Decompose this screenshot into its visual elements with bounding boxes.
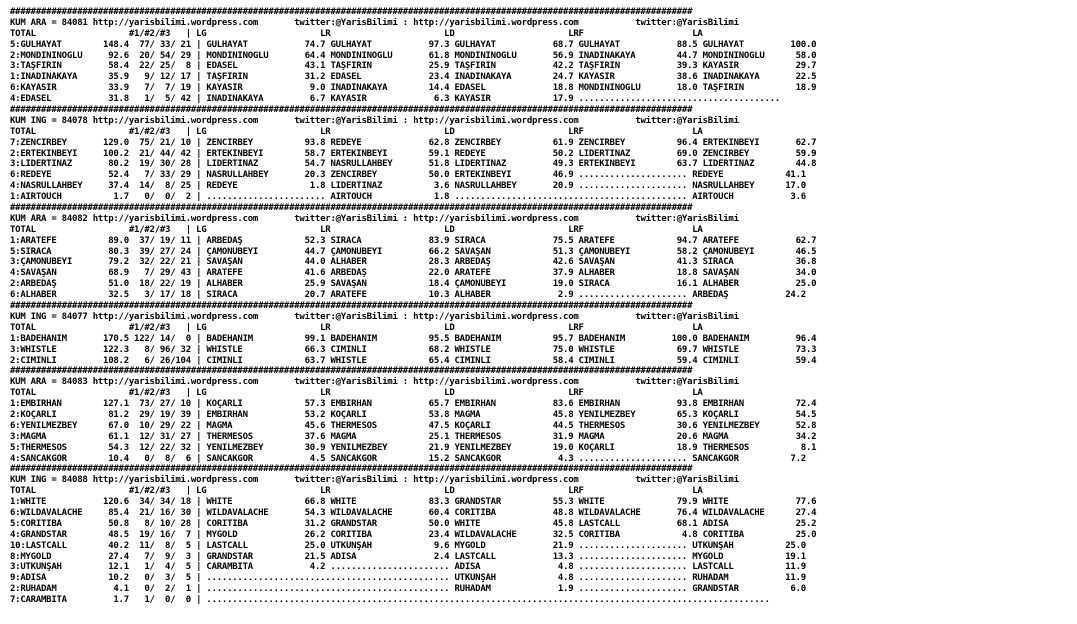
text-line: 5:GÜLHAYAT 148.4 77/ 33/ 21 | GÜLHAYAT 74.7 GÜLHAYAT 97.3 GÜLHAYAT 68.7 GÜLHAYAT 88.5 GÜLHAYAT 100.0 <box>10 39 817 50</box>
text-line: KUM ARA = 84081 http://yarisbilimi.wordpress.com twitter:@YarisBilimi : http://yarisbilimi.wordpress.com twitter:@YarisBilimi <box>10 17 739 28</box>
text-line: #################################################################################################################################### <box>10 203 693 214</box>
text-line: TOTAL #1/#2/#3 | LG LR LD LRF LA <box>10 28 703 39</box>
text-line: 3:ÇAMONÜBEYİ 79.2 32/ 22/ 21 | SAVAŞAN 44.0 ALHABER 28.3 ARBEDAŞ 42.6 SAVAŞAN 41.3 SIRACA 36.8 <box>10 257 817 268</box>
text-line: 3:MAGMA 61.1 12/ 31/ 27 | THERMESOS 37.6 MAGMA 25.1 THERMESOS 31.9 MAGMA 20.6 MAGMA 34.2 <box>10 431 817 442</box>
text-line: 1:ARATEFE 89.0 37/ 19/ 11 | ARBEDAŞ 52.3 SIRACA 83.9 SIRACA 75.5 ARATEFE 94.7 ARATEFE 62.7 <box>10 235 817 246</box>
text-line: 6:REDEYE 52.4 7/ 33/ 29 | NASRULLAHBEY 20.3 ZENCİRBEY 50.0 ERTEKİNBEYİ 46.9 ..................... REDEYE 41.1 <box>10 170 806 181</box>
text-line: 2:ARBEDAŞ 51.0 18/ 22/ 19 | ALHABER 25.9 SAVAŞAN 18.4 ÇAMONÜBEYİ 19.0 SIRACA 16.1 ALHABER 25.0 <box>10 279 817 290</box>
text-line: 6:KAYASIR 33.9 7/ 7/ 19 | KAYASIR 9.0 İNADINAKAYA 14.4 EDASEL 18.8 MONDİNİNOĞLU 18.0 TAŞFIRIN 18.9 <box>10 83 817 94</box>
text-line: KUM ARA = 84083 http://yarisbilimi.wordpress.com twitter:@YarisBilimi : http://yarisbilimi.wordpress.com twitter:@YarisBilimi <box>10 377 739 388</box>
text-line: KUM ING = 84088 http://yarisbilimi.wordpress.com twitter:@YarisBilimi : http://yarisbilimi.wordpress.com twitter:@YarisBilimi <box>10 475 739 486</box>
text-line: #################################################################################################################################### <box>10 464 693 475</box>
text-line: 2:CİMİNLİ 108.2 6/ 26/104 | CİMİNLİ 63.7 WHISTLE 65.4 CİMİNLİ 58.4 CİMİNLİ 59.4 CİMİNLİ 59.4 <box>10 355 817 366</box>
text-line: 1:BADEHANIM 170.5 122/ 14/ 0 | BADEHANIM 99.1 BADEHANIM 95.5 BADEHANIM 95.7 BADEHANIM 100.0 BADEHANIM 96.4 <box>10 333 817 344</box>
text-line: 2:ERTEKİNBEYİ 100.2 21/ 44/ 42 | ERTEKİNBEYİ 58.7 ERTEKİNBEYİ 59.1 REDEYE 50.2 LİDERTİNAZ 69.0 ZENCİRBEY 59.9 <box>10 148 817 159</box>
text-line: #################################################################################################################################### <box>10 105 693 116</box>
text-line: 1:EMBİRHAN 127.1 73/ 27/ 10 | KOÇARLI 57.3 EMBİRHAN 65.7 EMBİRHAN 83.6 EMBİRHAN 93.8 EMBİRHAN 72.4 <box>10 399 817 410</box>
text-line: 5:THERMESOS 54.3 12/ 22/ 32 | YENİLMEZBEY 30.9 YENİLMEZBEY 21.9 YENİLMEZBEY 19.0 KOÇARLI 18.9 THERMESOS 8.1 <box>10 442 817 453</box>
text-line: 4:GRANDSTAR 48.5 19/ 16/ 7 | MYGOLD 26.2 CORITIBA 23.4 WILDAVALACHE 32.5 CORITIBA 4.8 CORITIBA 25.0 <box>10 529 817 540</box>
text-line: KUM ING = 84077 http://yarisbilimi.wordpress.com twitter:@YarisBilimi : http://yarisbilimi.wordpress.com twitter:@YarisBilimi <box>10 311 739 322</box>
text-line: 4:EDASEL 31.8 1/ 5/ 42 | İNADINAKAYA 6.7 KAYASIR 6.3 KAYASIR 17.9 ....................................... <box>10 94 781 105</box>
text-line: 3:TAŞFIRIN 58.4 22/ 25/ 8 | EDASEL 43.1 TAŞFIRIN 25.9 TAŞFIRIN 42.2 TAŞFIRIN 39.3 KAYASIR 29.7 <box>10 61 817 72</box>
text-line: 4:SAVAŞAN 68.9 7/ 29/ 43 | ARATEFE 41.6 ARBEDAŞ 22.0 ARATEFE 37.9 ALHABER 18.8 SAVAŞAN 34.0 <box>10 268 817 279</box>
text-line: KUM ARA = 84082 http://yarisbilimi.wordpress.com twitter:@YarisBilimi : http://yarisbilimi.wordpress.com twitter:@YarisBilimi <box>10 213 739 224</box>
text-line: 4:NASRULLAHBEY 37.4 14/ 8/ 25 | REDEYE 1.8 LİDERTİNAZ 3.6 NASRULLAHBEY 20.9 ..................... NASRULLAHBEY 17.0 <box>10 181 806 192</box>
text-line: 4:SANCAKGÖR 10.4 0/ 8/ 6 | SANCAKGÖR 4.5 SANCAKGÖR 15.2 SANCAKGÖR 4.3 ..................... SANCAKGÖR 7.2 <box>10 453 806 464</box>
text-line: TOTAL #1/#2/#3 | LG LR LD LRF LA <box>10 486 703 497</box>
text-line: KUM ING = 84078 http://yarisbilimi.wordpress.com twitter:@YarisBilimi : http://yarisbilimi.wordpress.com twitter:@YarisBilimi <box>10 115 739 126</box>
text-line: 9:ADİSA 10.2 0/ 3/ 5 | ............................................... UTKUNŞAH 4.8 ..................... RUHADAM 11.9 <box>10 573 806 584</box>
text-line: TOTAL #1/#2/#3 | LG LR LD LRF LA <box>10 322 703 333</box>
text-line: 2:MONDİNİNOĞLU 92.6 20/ 54/ 29 | MONDİNİNOĞLU 64.4 MONDİNİNOĞLU 61.8 MONDİNİNOĞLU 56.9 İNADINAKAYA 44.7 MONDİNİNOĞLU 58.0 <box>10 50 817 61</box>
text-line: TOTAL #1/#2/#3 | LG LR LD LRF LA <box>10 224 703 235</box>
text-line: 1:WHITE 120.6 34/ 34/ 18 | WHITE 66.8 WHITE 83.3 GRANDSTAR 55.3 WHITE 79.9 WHITE 77.6 <box>10 497 817 508</box>
text-line: 1:İNADINAKAYA 35.9 9/ 12/ 17 | TAŞFIRIN 31.2 EDASEL 23.4 İNADINAKAYA 24.7 KAYASIR 38.6 İNADINAKAYA 22.5 <box>10 72 817 83</box>
text-line: TOTAL #1/#2/#3 | LG LR LD LRF LA <box>10 126 703 137</box>
text-line: 6:ALHABER 32.5 3/ 17/ 18 | SIRACA 20.7 ARATEFE 10.3 ALHABER 2.9 ..................... ARBEDAŞ 24.2 <box>10 290 806 301</box>
text-line: 6:YENİLMEZBEY 67.0 10/ 29/ 22 | MAGMA 45.6 THERMESOS 47.5 KOÇARLI 44.5 THERMESOS 30.6 YENİLMEZBEY 52.8 <box>10 420 817 431</box>
text-line: #################################################################################################################################### <box>10 7 693 17</box>
text-line: 5:SIRACA 80.3 39/ 27/ 24 | ÇAMONÜBEYİ 44.7 ÇAMONÜBEYİ 66.2 SAVAŞAN 51.3 ÇAMONÜBEYİ 58.2 ÇAMONÜBEYİ 46.5 <box>10 246 817 257</box>
text-line: 2:KOÇARLI 81.2 29/ 19/ 39 | EMBİRHAN 53.2 KOÇARLI 53.8 MAGMA 45.8 YENİLMEZBEY 65.3 KOÇARLI 54.5 <box>10 409 817 420</box>
text-line: 10:LASTCALL 40.2 11/ 8/ 5 | LASTCALL 25.0 UTKUNŞAH 9.6 MYGOLD 21.9 ..................... UTKUNŞAH 25.0 <box>10 540 806 551</box>
results-sheet <box>10 7 1072 606</box>
text-line: 3:WHISTLE 122.3 8/ 96/ 32 | WHISTLE 66.3 CİMİNLİ 68.2 WHISTLE 75.0 WHISTLE 69.7 WHISTLE 73.3 <box>10 344 817 355</box>
text-line: 7:ZENCİRBEY 129.0 75/ 21/ 10 | ZENCİRBEY 93.8 REDEYE 62.8 ZENCİRBEY 61.9 ZENCİRBEY 96.4 ERTEKİNBEYİ 62.7 <box>10 137 817 148</box>
text-line: 2:RUHADAM 4.1 0/ 2/ 1 | ............................................... RUHADAM 1.9 ..................... GRANDSTAR 6.0 <box>10 584 806 595</box>
text-line: #################################################################################################################################### <box>10 301 693 312</box>
text-line: 3:UTKUNŞAH 12.1 1/ 4/ 5 | CARAMBITA 4.2 ....................... ADİSA 4.8 ..................... LASTCALL 11.9 <box>10 562 806 573</box>
text-line: TOTAL #1/#2/#3 | LG LR LD LRF LA <box>10 388 703 399</box>
text-line: 7:CARAMBITA 1.7 1/ 0/ 0 | ............................................................................................................. <box>10 595 770 606</box>
text-line: 5:CORITIBA 50.8 8/ 10/ 28 | CORITIBA 31.2 GRANDSTAR 50.0 WHITE 45.8 LASTCALL 68.1 ADİSA 25.2 <box>10 518 817 529</box>
text-line: 3:LİDERTİNAZ 80.2 19/ 30/ 28 | LİDERTİNAZ 54.7 NASRULLAHBEY 51.8 LİDERTİNAZ 49.3 ERTEKİNBEYİ 63.7 LİDERTİNAZ 44.8 <box>10 159 817 170</box>
text-line: #################################################################################################################################### <box>10 366 693 377</box>
text-line: 1:AIRTOUCH 1.7 0/ 0/ 2 | ....................... AIRTOUCH 1.8 ............................................. AIRTOUCH 3.6 <box>10 192 806 203</box>
text-line: 6:WILDAVALACHE 85.4 21/ 16/ 30 | WILDAVALACHE 54.3 WILDAVALACHE 60.4 CORITIBA 48.8 WILDAVALACHE 76.4 WILDAVALACHE 27.4 <box>10 507 817 518</box>
text-line: 8:MYGOLD 27.4 7/ 9/ 3 | GRANDSTAR 21.5 ADİSA 2.4 LASTCALL 13.3 ..................... MYGOLD 19.1 <box>10 551 806 562</box>
